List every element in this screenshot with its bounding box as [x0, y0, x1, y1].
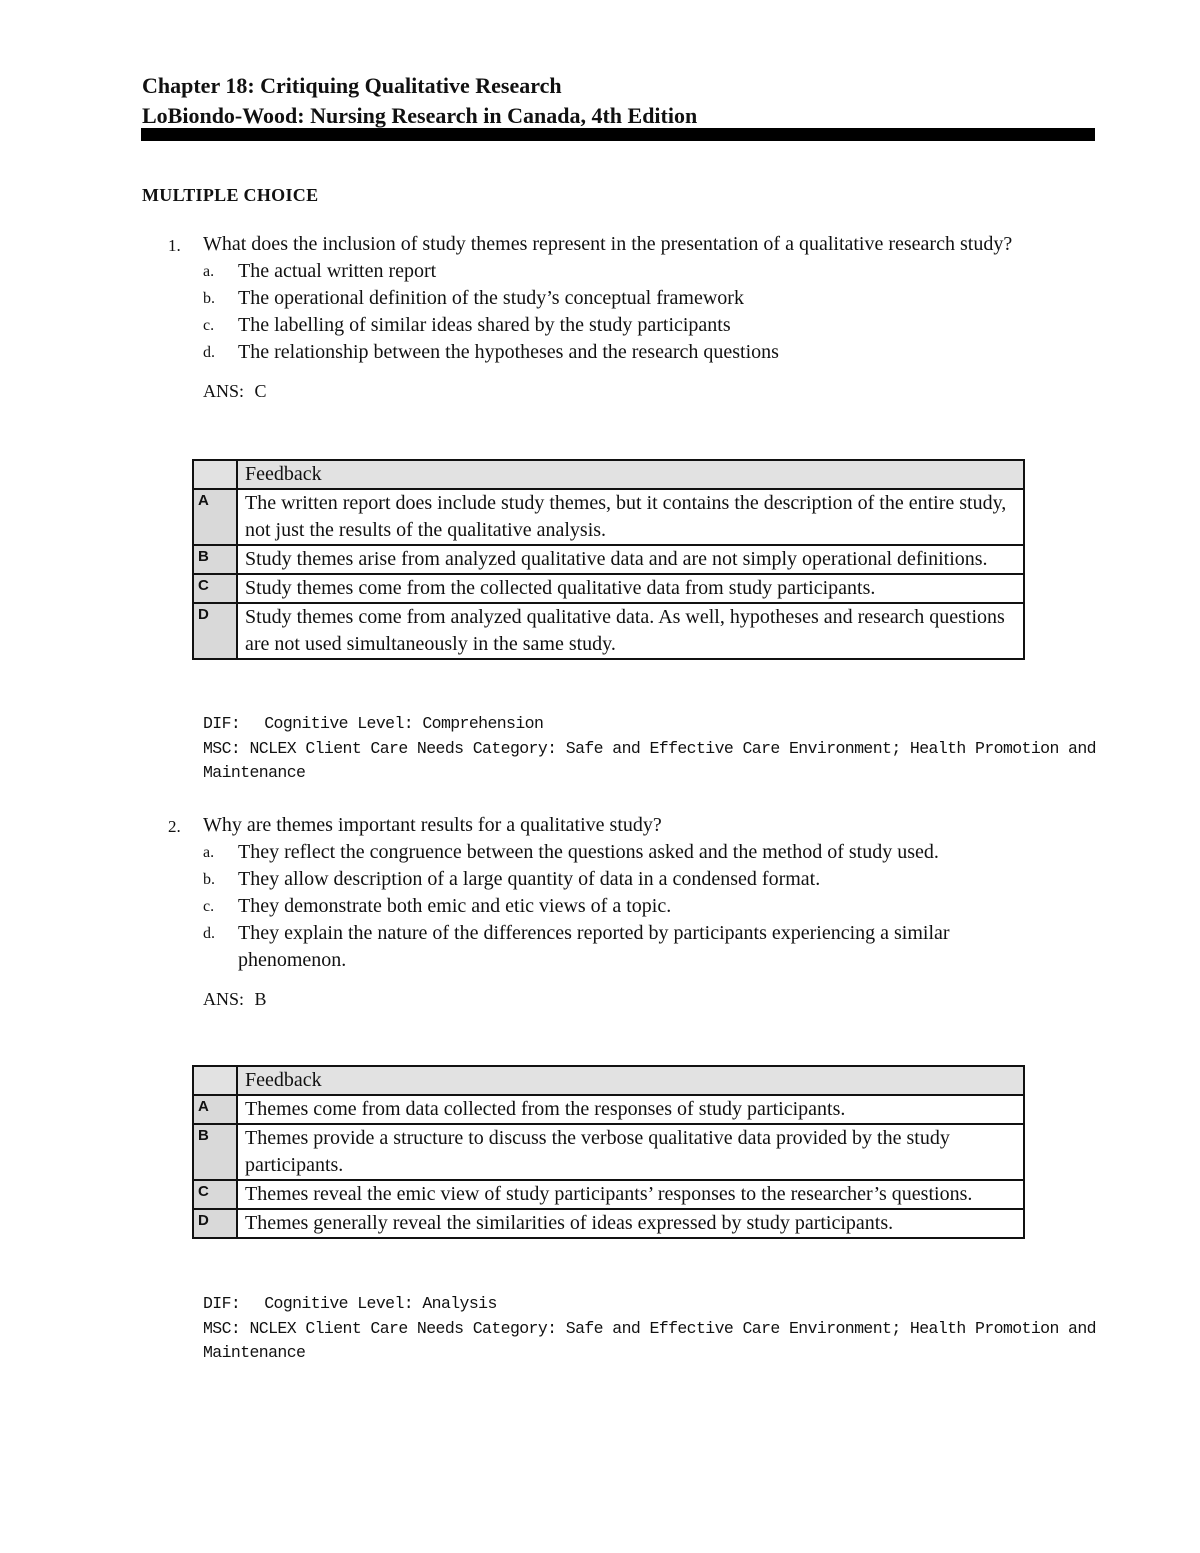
- book-title: LoBiondo-Wood: Nursing Research in Canada, 4th Edition: [142, 103, 698, 128]
- question-2: [168, 812, 1108, 1011]
- feedback-key: B: [193, 545, 237, 574]
- answer-option-c: [203, 893, 1038, 920]
- difficulty-label: DIF:: [203, 714, 241, 733]
- option-letter: b.: [203, 871, 215, 888]
- option-letter: d.: [203, 925, 215, 942]
- feedback-header: Feedback: [237, 460, 1024, 489]
- option-text: They demonstrate both emic and etic views of a topic.: [238, 895, 672, 917]
- option-text: The operational definition of the study’s conceptual framework: [238, 287, 744, 309]
- answer-option-d: [203, 339, 1038, 366]
- feedback-row: [193, 1124, 1024, 1180]
- feedback-text: Themes reveal the emic view of study participants’ responses to the researcher’s questions.: [237, 1180, 1024, 1209]
- feedback-text: Themes generally reveal the similarities of ideas expressed by study participants.: [237, 1209, 1024, 1238]
- feedback-text: Themes provide a structure to discuss the verbose qualitative data provided by the study participants.: [237, 1124, 1024, 1180]
- feedback-text: The written report does include study themes, but it contains the description of the entire study, not just the results of the qualitative analysis.: [237, 489, 1024, 545]
- feedback-row: [193, 1209, 1024, 1238]
- option-letter: c.: [203, 898, 215, 915]
- feedback-key-cell: [193, 1066, 237, 1095]
- feedback-text: Study themes arise from analyzed qualitative data and are not simply operational definitions.: [237, 545, 1024, 574]
- question-text: What does the inclusion of study themes represent in the presentation of a qualitative research study?: [203, 233, 1013, 255]
- option-letter: b.: [203, 290, 215, 307]
- feedback-key: A: [193, 489, 237, 545]
- feedback-row: [193, 545, 1024, 574]
- answer-option-b: [203, 285, 1038, 312]
- answer-key: ANS: B: [203, 989, 267, 1009]
- feedback-header-row: [193, 460, 1024, 489]
- feedback-text: Study themes come from the collected qualitative data from study participants.: [237, 574, 1024, 603]
- feedback-table-1: [192, 459, 1025, 660]
- difficulty-line: [203, 1292, 1103, 1317]
- feedback-text: Study themes come from analyzed qualitative data. As well, hypotheses and research questions are not used simultaneously in the same study.: [237, 603, 1024, 659]
- answer-option-c: [203, 312, 1038, 339]
- feedback-table-2: [192, 1065, 1025, 1239]
- answer-option-d: [203, 920, 1038, 974]
- feedback-header: Feedback: [237, 1066, 1024, 1095]
- question-1-metadata: [203, 712, 1103, 786]
- feedback-header-row: [193, 1066, 1024, 1095]
- option-text: The actual written report: [238, 260, 437, 282]
- feedback-row: [193, 489, 1024, 545]
- feedback-key: A: [193, 1095, 237, 1124]
- option-letter: a.: [203, 263, 215, 280]
- option-letter: c.: [203, 317, 215, 334]
- feedback-key: D: [193, 1209, 237, 1238]
- difficulty-label: DIF:: [203, 1294, 241, 1313]
- header-rule: [141, 128, 1095, 141]
- question-number: 1.: [168, 236, 181, 255]
- feedback-row: [193, 1180, 1024, 1209]
- question-number: 2.: [168, 817, 181, 836]
- chapter-title: Chapter 18: Critiquing Qualitative Research: [142, 73, 562, 98]
- answer-option-b: [203, 866, 1038, 893]
- feedback-key: D: [193, 603, 237, 659]
- option-letter: a.: [203, 844, 215, 861]
- feedback-row: [193, 1095, 1024, 1124]
- msc-line: MSC: NCLEX Client Care Needs Category: Safe and Effective Care Environment; Health Promotion and Maintenance: [203, 1318, 1096, 1362]
- msc-line: MSC: NCLEX Client Care Needs Category: Safe and Effective Care Environment; Health Promotion and Maintenance: [203, 738, 1096, 782]
- option-letter: d.: [203, 344, 215, 361]
- question-text: Why are themes important results for a qualitative study?: [203, 814, 662, 836]
- option-text: The relationship between the hypotheses and the research questions: [238, 341, 779, 363]
- question-2-metadata: [203, 1292, 1103, 1366]
- difficulty-line: [203, 712, 1103, 737]
- difficulty-value: Cognitive Level: Analysis: [264, 1294, 497, 1313]
- feedback-row: [193, 574, 1024, 603]
- option-text: They allow description of a large quantity of data in a condensed format.: [238, 868, 821, 890]
- option-text: The labelling of similar ideas shared by the study participants: [238, 314, 731, 336]
- option-text: They explain the nature of the differences reported by participants experiencing a similar phenomenon.: [238, 922, 950, 971]
- section-heading: MULTIPLE CHOICE: [142, 185, 319, 205]
- feedback-key: B: [193, 1124, 237, 1180]
- answer-option-a: [203, 258, 1038, 285]
- feedback-key-cell: [193, 460, 237, 489]
- difficulty-value: Cognitive Level: Comprehension: [264, 714, 544, 733]
- feedback-key: C: [193, 574, 237, 603]
- answer-key: ANS: C: [203, 381, 267, 401]
- feedback-text: Themes come from data collected from the responses of study participants.: [237, 1095, 1024, 1124]
- answer-option-a: [203, 839, 1038, 866]
- option-text: They reflect the congruence between the questions asked and the method of study used.: [238, 841, 939, 863]
- question-1: [168, 231, 1108, 403]
- feedback-row: [193, 603, 1024, 659]
- feedback-key: C: [193, 1180, 237, 1209]
